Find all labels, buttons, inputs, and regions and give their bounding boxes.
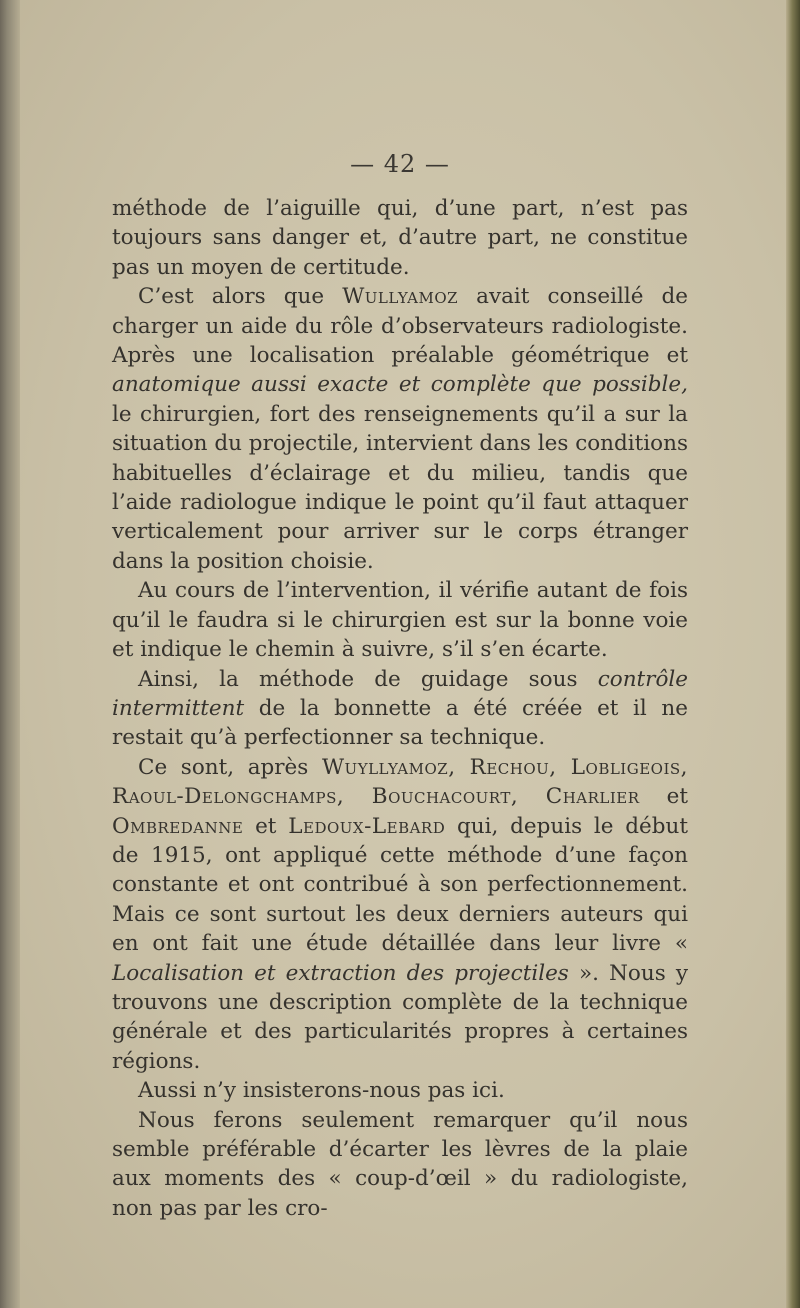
italic-phrase: contrôle intermittent: [112, 666, 688, 721]
italic-phrase: anatomique aussi exacte et complète que possible,: [112, 372, 688, 398]
paragraph-4: [112, 665, 688, 753]
paragraph-6: Aussi n’y insisterons-nous pas ici.: [138, 1078, 505, 1104]
text-segment: le chirurgien, fort des renseignements qu’il a sur la situation du projectile, intervient dans les conditions habituelles d’éclairage et du milieu, tandis que l’aide radiologue indique le point qu’il faut attaquer verticalement pour arriver sur le corps étranger dans la position choisie.: [112, 401, 689, 574]
author-name: Ledoux-Lebard: [288, 813, 446, 839]
text-segment: ». Nous y trouvons une description complète de la technique générale et des particularités propres à certaines régions.: [112, 960, 688, 1074]
text-segment: Ainsi, la méthode de guidage sous: [138, 666, 578, 692]
text-segment: qui, depuis le début de 1915, ont appliqué cette méthode d’une façon constante et ont contribué à son perfectionnement. Mais ce sont surtout les deux derniers auteurs qui en ont fait une étude détaillée dans leur livre «: [112, 813, 688, 957]
paragraph-1: méthode de l’aiguille qui, d’une part, n’est pas toujours sans danger et, d’autre part, ne constitue pas un moyen de certitude.: [112, 196, 688, 280]
text-segment: avait conseillé de charger un aide du rôle d’observateurs radiologiste. Après une localisation préalable géométrique et: [112, 284, 688, 369]
text-segment: et: [666, 784, 688, 810]
text-segment: C’est alors que: [138, 284, 325, 310]
paragraph-7: Nous ferons seulement remarquer qu’il nous semble préférable d’écarter les lèvres de la plaie aux moments des « coup-d’œil » du radiologiste, non pas par les cro-: [112, 1107, 688, 1221]
text-body: [112, 194, 688, 1223]
text-segment: de la bonnette a été créée et il ne restait qu’à perfectionner sa technique.: [112, 695, 688, 751]
paragraph-3: Au cours de l’intervention, il vérifie autant de fois qu’il le faudra si le chirurgien est sur la bonne voie et indique le chemin à suivre, s’il s’en écarte.: [112, 578, 688, 663]
page-number: — 42 —: [350, 150, 450, 178]
book-title: Localisation et extraction des projectiles: [112, 960, 569, 986]
author-name: Ombredanne: [112, 813, 244, 839]
page-edge: [786, 0, 800, 1308]
author-names: Wuyllyamoz, Rechou, Lobligeois, Raoul-Delongchamps, Bouchacourt, Charlier: [112, 754, 688, 810]
text-segment: Ce sont, après: [138, 754, 309, 780]
paragraph-2: [112, 282, 688, 576]
text-segment: et: [255, 813, 277, 839]
binding-gutter: [0, 0, 20, 1308]
author-name: Wullyamoz: [342, 284, 459, 310]
paragraph-5: [112, 753, 688, 1076]
